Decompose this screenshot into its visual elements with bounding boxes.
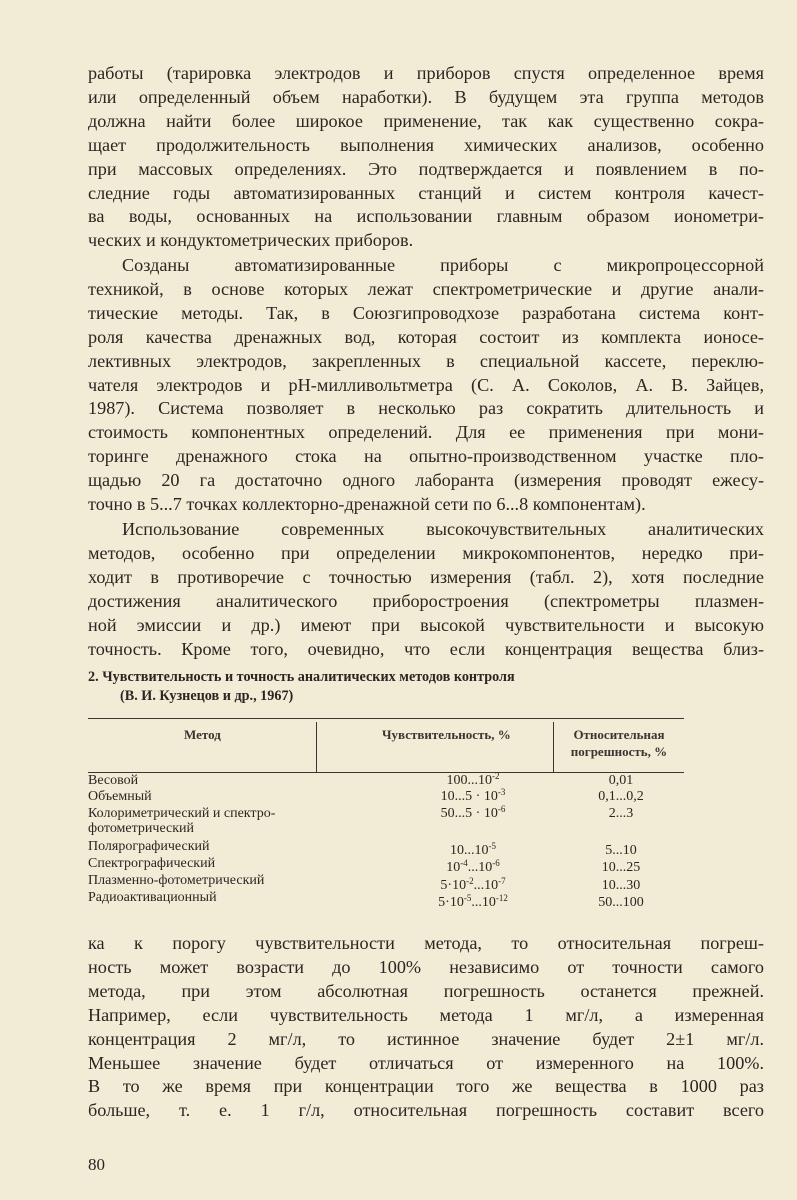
text-line: ва воды, основанных на использовании главным образом ионометри- — [88, 206, 764, 227]
text-line: ходит в противоречие с точностью измерения (табл. 2), хотя последние — [88, 566, 764, 587]
text-line: или определенный объем наработки). В будущем эта группа методов — [88, 86, 764, 107]
paragraph-4 — [88, 932, 764, 1123]
header-error — [554, 726, 684, 760]
row-sensitivity: $50...5 \cdot 10^{-6}$ — [440, 804, 506, 821]
row-error: 0,1...0,2 — [598, 789, 644, 804]
text-line: лективных электродов, закрепленных в специальной кассете, переклю- — [88, 350, 764, 371]
row-error: 0,01 — [608, 773, 634, 788]
table-header-rule — [88, 772, 684, 773]
text-line: 1987). Система позволяет в несколько раз сократить длительность и — [88, 398, 764, 419]
text-line: концентрация 2 мг/л, то истинное значение будет 2±1 мг/л. — [88, 1028, 764, 1049]
text-line: чателя электродов и рН-милливольтметра (С. А. Соколов, А. В. Зайцев, — [88, 374, 764, 395]
text-line: должна найти более широкое применение, так как существенно сокра- — [88, 110, 764, 131]
text-line: ной эмиссии и др.) имеют при высокой чувствительности и высокую — [88, 614, 764, 635]
page-number: 80 — [88, 1155, 105, 1174]
text-line: техникой, в основе которых лежат спектрометрические и другие анали- — [88, 278, 764, 299]
row-sensitivity: $10^{-4}...10^{-6}$ — [446, 858, 500, 875]
row-sensitivity: $10...10^{-5}$ — [450, 841, 496, 858]
row-sensitivity: $10...5 \cdot 10^{-3}$ — [440, 787, 506, 804]
text-line: ческих и кондуктометрических приборов. — [88, 230, 414, 251]
text-line: при массовых определениях. Это подтверждается и появлением в по- — [88, 158, 764, 179]
row-error: 5...10 — [605, 843, 637, 858]
header-error-line2: погрешность, % — [570, 744, 668, 759]
paragraph-3 — [88, 518, 764, 661]
table-header-divider — [316, 722, 317, 772]
paragraph-2 — [88, 254, 764, 517]
header-sensitivity: Чувствительность, % — [382, 727, 511, 742]
text-line: торинге дренажного стока на опытно-производственном участке пло- — [88, 446, 764, 467]
text-line: В то же время при концентрации того же вещества в 1000 раз — [88, 1076, 764, 1097]
text-line: щает продолжительность выполнения химических анализов, особенно — [88, 134, 764, 155]
text-line: Например, если чувствительность метода 1 мг/л, а измеренная — [88, 1004, 764, 1025]
text-line: ка к порогу чувствительности метода, то относительная погреш- — [88, 933, 764, 953]
row-error: 50...100 — [598, 895, 644, 910]
table-caption-title: 2. Чувствительность и точность аналитических методов контроля — [88, 669, 515, 685]
text-line: работы (тарировка электродов и приборов спустя определенное время — [88, 63, 764, 83]
row-error: 2...3 — [608, 806, 634, 821]
paragraph-1 — [88, 62, 764, 253]
table-top-rule — [88, 718, 684, 719]
row-method: Плазменно-фотометрический — [88, 873, 265, 888]
row-method: Радиоактивационный — [88, 890, 217, 905]
row-sensitivity: $100...10^{-2}$ — [446, 771, 500, 788]
text-line: роля качества дренажных вод, которая состоит из комплекта ионосе- — [88, 326, 764, 347]
table-caption — [88, 668, 728, 706]
row-method: Объемный — [88, 789, 152, 804]
header-error-line1: Относительная — [573, 727, 665, 742]
row-error: 10...25 — [601, 860, 641, 875]
header-method: Метод — [184, 727, 221, 742]
row-sensitivity: $5\cdot 10^{-5}...10^{-12}$ — [438, 893, 508, 910]
text-line: метода, при этом абсолютная погрешность останется прежней. — [88, 980, 764, 1001]
text-line: Меньшее значение будет отличаться от измеренного на 100%. — [88, 1052, 764, 1073]
text-line: Использование современных высокочувствительных аналитических — [122, 519, 764, 539]
text-line: тические методы. Так, в Союзгипроводхозе разработана система конт- — [88, 302, 764, 323]
row-method: Спектрографический — [88, 856, 216, 871]
text-line: точно в 5...7 точках коллекторно-дренажной сети по 6...8 компонентам). — [88, 494, 646, 515]
table-caption-source: (В. И. Кузнецов и др., 1967) — [120, 688, 294, 704]
row-error: 10...30 — [601, 878, 641, 893]
text-line: больше, т. е. 1 г/л, относительная погрешность составит всего — [88, 1100, 764, 1121]
text-line: методов, особенно при определении микрокомпонентов, нередко при- — [88, 542, 764, 563]
text-line: достижения аналитического приборостроения (спектрометры плазмен- — [88, 590, 764, 611]
text-line: щадью 20 га достаточно одного лаборанта (измерения проводят ежесу- — [88, 470, 764, 491]
row-method: Колориметрический и спектро- фотометрический — [88, 806, 276, 836]
text-line: ность может возрасти до 100% независимо от точности самого — [88, 956, 764, 977]
text-line: Созданы автоматизированные приборы с микропроцессорной — [122, 255, 764, 275]
text-line: стоимость компонентных определений. Для ее применения при мони- — [88, 422, 764, 443]
text-line: следние годы автоматизированных станций и систем контроля качест- — [88, 182, 764, 203]
row-method: Весовой — [88, 773, 139, 788]
row-method: Полярографический — [88, 839, 210, 854]
row-sensitivity: $5\cdot 10^{-2}...10^{-7}$ — [440, 876, 506, 893]
text-line: точность. Кроме того, очевидно, что если концентрация вещества близ- — [88, 638, 764, 659]
